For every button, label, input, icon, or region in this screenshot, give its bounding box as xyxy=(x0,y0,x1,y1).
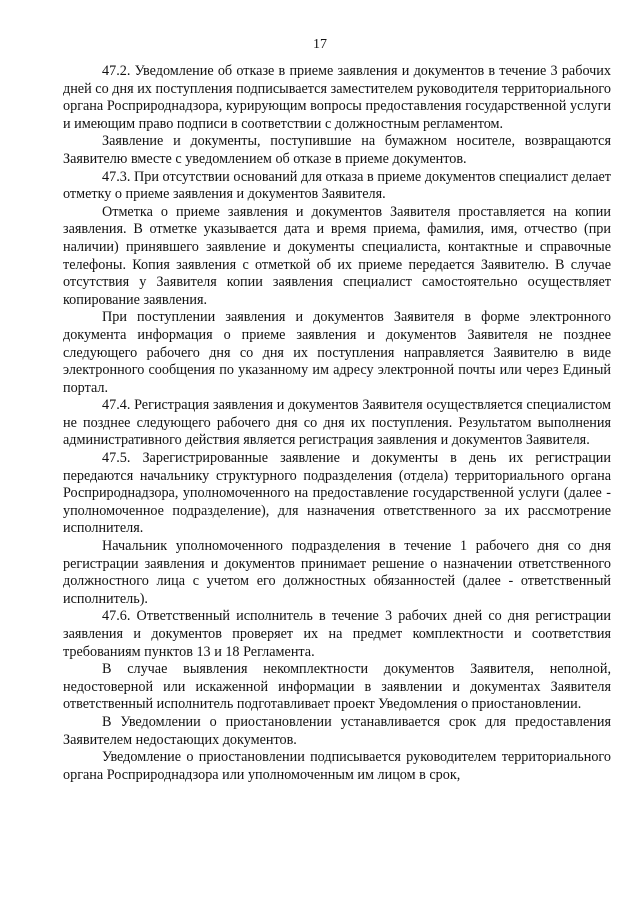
paragraph-return-documents: Заявление и документы, поступившие на бумажном носителе, возвращаются Заявителю вместе с уведомлением об отказе в приеме документов. xyxy=(63,133,611,167)
paragraph-47-2: 47.2. Уведомление об отказе в приеме заявления и документов в течение 3 рабочих дней со дня их поступления подписывается заместителем руководителя территориального органа Росприроднадзора, курирующим вопросы предоставления государственной услуги и имеющим право подписи в соответствии с должностным регламентом. xyxy=(63,63,611,132)
page-number: 17 xyxy=(313,37,327,52)
document-body xyxy=(63,63,611,784)
paragraph-incompleteness: В случае выявления некомплектности документов Заявителя, неполной, недостоверной или искаженной информации в заявлении и документах Заявителя ответственный исполнитель подготавливает проект Уведомления о приостановлении. xyxy=(63,661,611,713)
paragraph-47-3: 47.3. При отсутствии оснований для отказа в приеме документов специалист делает отметку о приеме заявления и документов Заявителя. xyxy=(63,168,611,203)
paragraph-suspension-signing: Уведомление о приостановлении подписывается руководителем территориального органа Росприроднадзора или уполномоченным им лицом в срок, xyxy=(63,749,611,783)
paragraph-suspension-deadline: В Уведомлении о приостановлении устанавливается срок для предоставления Заявителем недостающих документов. xyxy=(63,713,611,748)
paragraph-head-decision: Начальник уполномоченного подразделения в течение 1 рабочего дня со дня регистрации заявления и документов принимает решение о назначении ответственного должностного лица с учетом его должностных обязанностей (далее - ответственный исполнитель). xyxy=(63,538,611,607)
paragraph-47-4: 47.4. Регистрация заявления и документов Заявителя осуществляется специалистом не позднее следующего рабочего дня со дня их поступления. Результатом выполнения административного действия является регистрация заявления и документов Заявителя. xyxy=(63,397,611,449)
paragraph-47-6: 47.6. Ответственный исполнитель в течение 3 рабочих дней со дня регистрации заявления и документов проверяет их на предмет комплектности и соответствия требованиям пунктов 13 и 18 Регламента. xyxy=(63,608,611,660)
paragraph-47-5: 47.5. Зарегистрированные заявление и документы в день их регистрации передаются начальнику структурного подразделения (отдела) территориального органа Росприроднадзора, уполномоченного на предоставление государственной услуги (далее - уполномоченное подразделение), для назначения ответственного за их рассмотрение исполнителя. xyxy=(63,450,611,537)
paragraph-electronic-submission: При поступлении заявления и документов Заявителя в форме электронного документа информация о приеме заявления и документов Заявителя не позднее следующего рабочего дня со дня их поступления направляется Заявителю в виде электронного сообщения по указанному им адресу электронной почты или через Единый портал. xyxy=(63,309,611,396)
paragraph-receipt-mark: Отметка о приеме заявления и документов Заявителя проставляется на копии заявления. В отметке указывается дата и время приема, фамилия, имя, отчество (при наличии) принявшего заявление и документы специалиста, контактные и справочные телефоны. Копия заявления с отметкой об их приеме передается Заявителю. В случае отсутствия у Заявителя копии заявления специалист самостоятельно осуществляет копирование заявления. xyxy=(63,203,611,308)
